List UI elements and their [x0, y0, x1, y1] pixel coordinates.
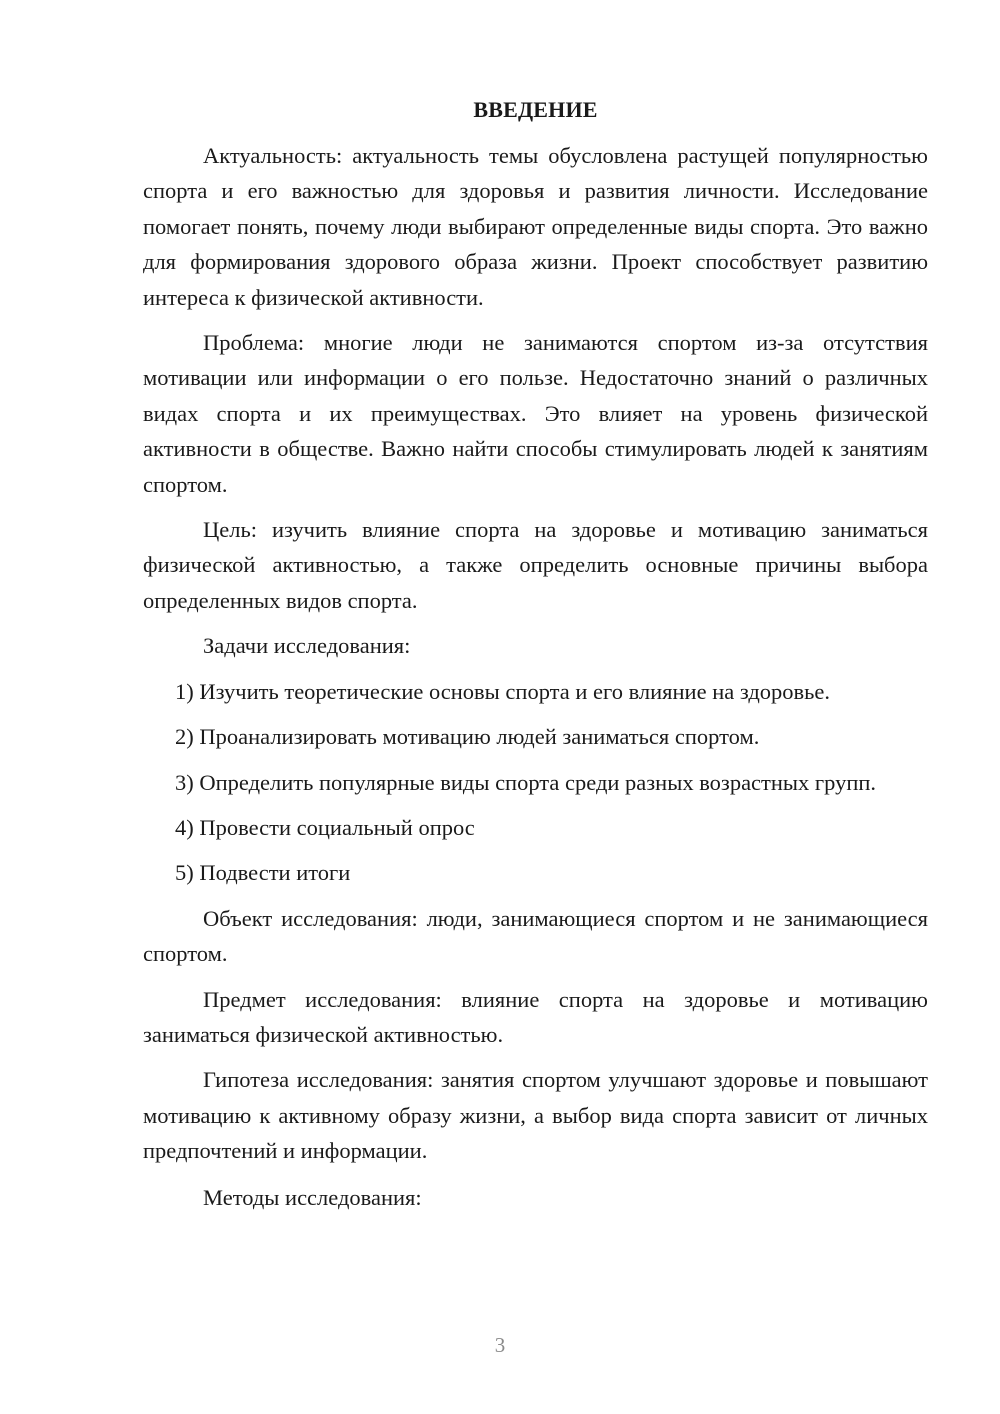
page-number: 3 [494, 1333, 506, 1357]
object-paragraph: Объект исследования: люди, занимающиеся спортом и не занимающиеся спортом. [143, 905, 928, 967]
tasks-heading: Задачи исследования: [203, 633, 411, 659]
goal-paragraph: Цель: изучить влияние спорта на здоровье и мотивацию заниматься физической активностью, а также определить основные причины выбора определенных видов спорта. [143, 517, 928, 613]
subject-paragraph: Предмет исследования: влияние спорта на здоровье и мотивацию заниматься физической активностью. [143, 986, 928, 1047]
page-body [143, 93, 928, 1215]
relevance-paragraph: Актуальность: актуальность темы обусловлена растущей популярностью спорта и его важностью для здоровья и развития личности. Исследование помогает понять, почему люди выбирают определенные виды спорта. Это важно для формирования здорового образа жизни. Проект способствует развитию интереса к физической активности. [143, 143, 928, 310]
methods-heading: Методы исследования: [203, 1184, 422, 1210]
task-item: 1) Изучить теоретические основы спорта и его влияние на здоровье. [175, 678, 831, 704]
task-item: 4) Провести социальный опрос [175, 814, 475, 840]
task-list [143, 674, 928, 891]
problem-paragraph: Проблема: многие люди не занимаются спортом из-за отсутствия мотивации или информации о его пользе. Недостаточно знаний о различных видах спорта и их преимуществах. Это влияет на уровень физической активности в обществе. Важно найти способы стимулировать людей к занятиям спортом. [143, 330, 928, 497]
task-item: 5) Подвести итоги [175, 860, 351, 886]
page-title: ВВЕДЕНИЕ [473, 97, 598, 122]
task-item: 2) Проанализировать мотивацию людей заниматься спортом. [175, 724, 760, 750]
task-item: 3) Определить популярные виды спорта среди разных возрастных групп. [175, 769, 877, 795]
hypothesis-paragraph: Гипотеза исследования: занятия спортом улучшают здоровье и повышают мотивацию к активному образу жизни, а выбор вида спорта зависит от личных предпочтений и информации. [143, 1067, 928, 1164]
